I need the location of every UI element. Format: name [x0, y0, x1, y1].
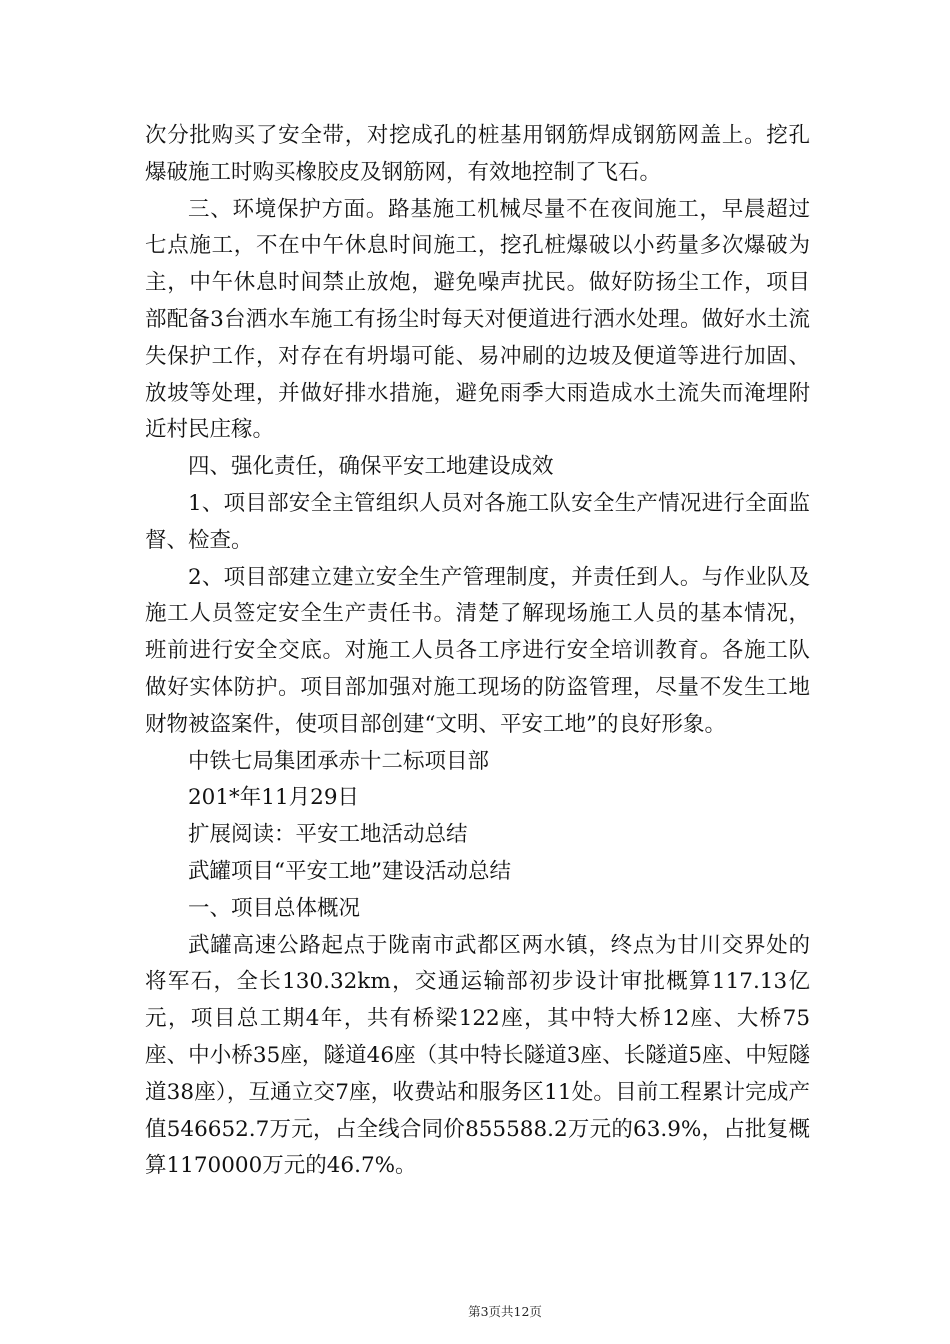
section-heading-responsibility: 四、强化责任，确保平安工地建设成效	[188, 454, 554, 480]
page-number-footer: 第3页共12页	[468, 1304, 542, 1319]
signature-organization: 中铁七局集团承赤十二标项目部	[188, 748, 490, 774]
extended-reading-label: 扩展阅读：平安工地活动总结	[188, 822, 468, 848]
paragraph-environment-protection: 三、环境保护方面。路基施工机械尽量不在夜间施工，早晨超过七点施工，不在中午休息时间施工，挖孔桩爆破以小药量多次爆破为主，中午休息时间禁止放炮，避免噪声扰民。做好防扬尘工作，项目部配备3台洒水车施工有扬尘时每天对便道进行洒水处理。做好水土流失保护工作，对存在有坍塌可能、易冲刷的边坡及便道等进行加固、放坡等处理，并做好排水措施，避免雨季大雨造成水土流失而淹埋附近村民庄稼。	[145, 196, 810, 443]
article-title: 武罐项目“平安工地”建设活动总结	[188, 858, 511, 884]
paragraph-safety-belts: 次分批购买了安全带，对挖成孔的桩基用钢筋焊成钢筋网盖上。挖孔爆破施工时购买橡胶皮及钢筋网，有效地控制了飞石。	[145, 123, 810, 185]
paragraph-project-overview: 武罐高速公路起点于陇南市武都区两水镇，终点为甘川交界处的将军石，全长130.32km，交通运输部初步设计审批概算117.13亿元，项目总工期4年，共有桥梁122座，其中特大桥12座、大桥75座、中小桥35座，隧道46座（其中特长隧道3座、长隧道5座、中短隧道38座），互通立交7座，收费站和服务区11处。目前工程累计完成产值546652.7万元，占全线合同价855588.2万元的63.9%，占批复概算1170000万元的46.7%。	[145, 932, 810, 1179]
paragraph-item-1: 1、项目部安全主管组织人员对各施工队安全生产情况进行全面监督、检查。	[145, 490, 810, 553]
signature-date: 201*年11月29日	[188, 785, 360, 811]
document-body	[145, 118, 810, 1185]
paragraph-item-2: 2、项目部建立建立安全生产管理制度，并责任到人。与作业队及施工人员签定安全生产责任书。清楚了解现场施工人员的基本情况，班前进行安全交底。对施工人员各工序进行安全培训教育。各施工队做好实体防护。项目部加强对施工现场的防盗管理，尽量不发生工地财物被盗案件，使项目部创建“文明、平安工地”的良好形象。	[145, 564, 810, 737]
section-heading-overview: 一、项目总体概况	[188, 895, 361, 921]
